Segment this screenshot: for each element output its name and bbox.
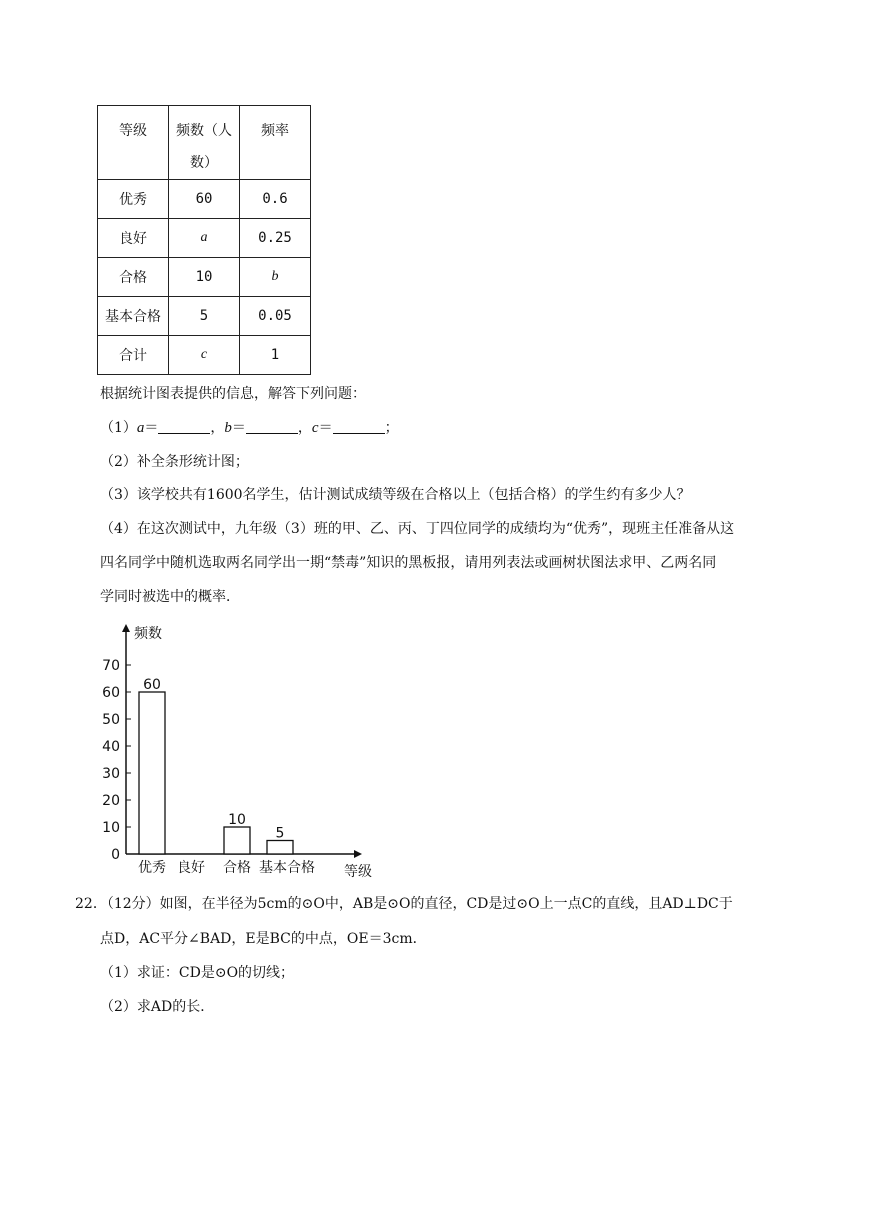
y-tick-label: 10 [102,820,120,836]
x-category-label: 合格 [223,860,251,876]
table-header-row [98,106,311,180]
header-frequency: 频率 [240,106,311,180]
problem-22-line-2: 点D，AC平分∠BAD，E是BC的中点，OE＝3cm． [100,931,427,947]
question-2: （2）补全条形统计图； [100,454,249,470]
cell-count: 5 [169,297,240,336]
y-axis-title: 频数 [134,626,162,642]
table-row [98,336,311,375]
question-3: （3）该学校共有1600名学生，估计测试成绩等级在合格以上（包括合格）的学生约有多少人？ [100,487,691,503]
cell-frequency: 0.05 [240,297,311,336]
q1-var-a: a [136,420,145,436]
intro-text: 根据统计图表提供的信息，解答下列问题： [100,386,366,402]
bar-data-label: 5 [275,825,285,842]
problem-22-question-2: （2）求AD的长． [100,999,215,1015]
q1-semicolon: ； [384,420,399,436]
bar-合格 [224,827,250,854]
q1-eq-b: ＝ [231,420,246,436]
table-row [98,258,311,297]
cell-level: 良好 [98,219,169,258]
problem-22-line-1: 22．（12分）如图，在半径为5cm的⊙O中，AB是⊙O的直径，CD是过⊙O上一点C的直线，且AD⊥DC于 [75,896,733,912]
bar-data-label: 10 [228,812,246,828]
x-category-label: 基本合格 [259,860,315,876]
table-row [98,180,311,219]
x-axis-arrow [354,850,362,858]
cell-level: 优秀 [98,180,169,219]
cell-count: 60 [169,180,240,219]
cell-count: a [169,219,240,258]
q1-comma-a: ， [210,420,225,436]
question-4-line-1: （4）在这次测试中，九年级（3）班的甲、乙、丙、丁四位同学的成绩均为“优秀”，现班主任准备从这 [100,521,735,537]
q1-blank-c[interactable] [333,419,385,434]
q1-eq-c: ＝ [318,420,333,436]
cell-frequency: 0.25 [240,219,311,258]
cell-frequency: 0.6 [240,180,311,219]
cell-count: c [169,336,240,375]
question-4-line-2: 四名同学中随机选取两名同学出一期“禁毒”知识的黑板报，请用列表法或画树状图法求甲、乙两名同 [100,555,717,571]
question-4-line-3: 学同时被选中的概率． [100,589,240,605]
q1-eq-a: ＝ [144,420,159,436]
table-row [98,219,311,258]
cell-frequency: b [240,258,311,297]
y-tick-label: 40 [102,739,120,755]
x-category-label: 良好 [177,860,205,876]
bar-基本合格 [267,841,293,855]
y-tick-label: 30 [102,766,120,782]
q1-prefix: （1） [100,420,137,436]
y-tick-label: 0 [111,847,120,863]
problem-22-question-1: （1）求证：CD是⊙O的切线； [100,965,295,981]
q1-blank-b[interactable] [246,419,298,434]
cell-level: 合计 [98,336,169,375]
y-axis-arrow [122,624,130,632]
bar-data-label: 60 [143,677,161,693]
cell-count: 10 [169,258,240,297]
y-tick-label: 50 [102,712,120,728]
frequency-table [97,105,311,375]
cell-frequency: 1 [240,336,311,375]
cell-level: 合格 [98,258,169,297]
header-level: 等级 [98,106,169,180]
y-tick-label: 70 [102,658,120,674]
q1-var-b: b [224,420,232,436]
y-tick-label: 20 [102,793,120,809]
header-count: 频数（人 数） [169,106,240,180]
bar-chart [100,618,390,880]
cell-level: 基本合格 [98,297,169,336]
q1-blank-a[interactable] [158,419,210,434]
q1-comma-b: ， [297,420,312,436]
question-1 [100,417,399,437]
q1-var-c: c [311,420,319,436]
bar-优秀 [139,692,165,854]
table-row [98,297,311,336]
y-tick-label: 60 [102,685,120,701]
x-category-label: 优秀 [138,860,166,876]
x-axis-title: 等级 [344,864,372,880]
